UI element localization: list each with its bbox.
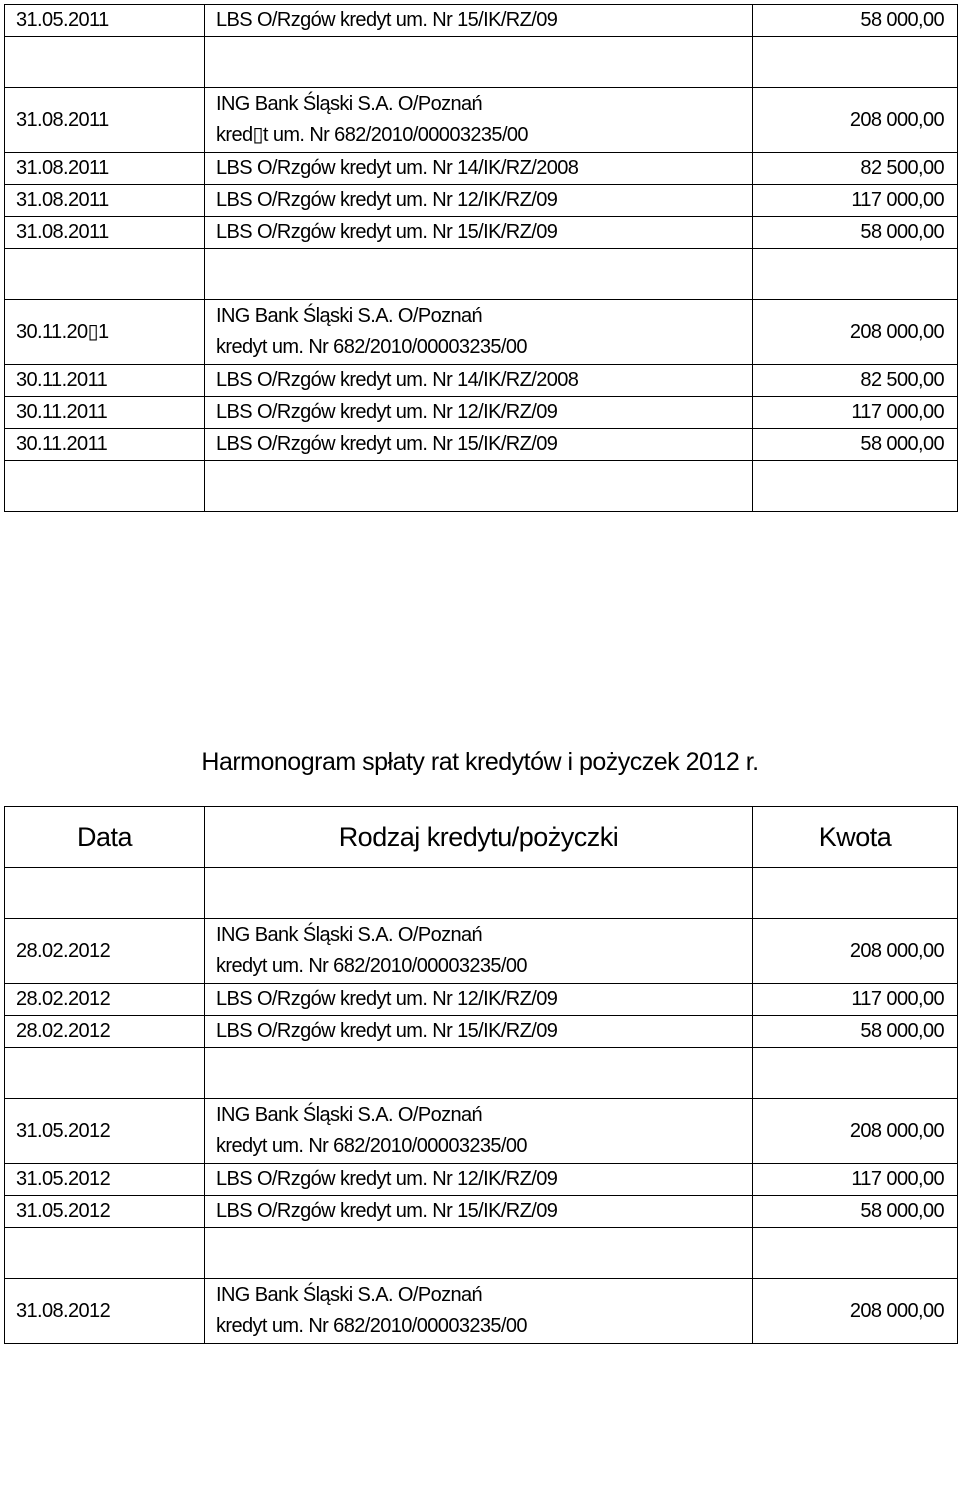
header-type: Rodzaj kredytu/pożyczki	[205, 807, 753, 868]
description-cell: LBS O/Rzgów kredyt um. Nr 12/IK/RZ/09	[205, 185, 753, 217]
description-cell: LBS O/Rzgów kredyt um. Nr 12/IK/RZ/09	[205, 984, 753, 1016]
description-cell	[205, 1048, 753, 1099]
table-row	[5, 365, 958, 397]
amount-cell: 82 500,00	[753, 153, 958, 185]
amount-cell: 117 000,00	[753, 397, 958, 429]
date-cell: 30.11.2011	[5, 365, 205, 397]
description-line-2: kred▯t um. Nr 682/2010/00003235/00	[216, 124, 528, 146]
description-cell: LBS O/Rzgów kredyt um. Nr 15/IK/RZ/09	[205, 1196, 753, 1228]
amount-cell: 208 000,00	[753, 919, 958, 984]
table-row	[5, 397, 958, 429]
table-row	[5, 1016, 958, 1048]
amount-cell: 58 000,00	[753, 429, 958, 461]
description-line-1: ING Bank Śląski S.A. O/Poznań	[216, 924, 483, 946]
description-cell	[205, 868, 753, 919]
description-cell	[205, 1099, 753, 1164]
amount-cell: 208 000,00	[753, 300, 958, 365]
header-amount: Kwota	[753, 807, 958, 868]
empty-row	[5, 37, 958, 88]
amount-cell	[753, 868, 958, 919]
amount-cell	[753, 249, 958, 300]
description-cell	[205, 37, 753, 88]
description-cell	[205, 1228, 753, 1279]
description-cell	[205, 919, 753, 984]
date-cell	[5, 37, 205, 88]
date-cell	[5, 1228, 205, 1279]
section-title: Harmonogram spłaty rat kredytów i pożyczek 2012 r.	[201, 748, 759, 776]
description-line-1: ING Bank Śląski S.A. O/Poznań	[216, 1284, 483, 1306]
header-date: Data	[5, 807, 205, 868]
description-line-2: kredyt um. Nr 682/2010/00003235/00	[216, 1135, 527, 1157]
empty-row	[5, 868, 958, 919]
description-line-2: kredyt um. Nr 682/2010/00003235/00	[216, 955, 527, 977]
date-cell: 30.11.20▯1	[5, 300, 205, 365]
description-cell: LBS O/Rzgów kredyt um. Nr 15/IK/RZ/09	[205, 217, 753, 249]
table-row	[5, 5, 958, 37]
description-cell	[205, 1279, 753, 1344]
table-row	[5, 217, 958, 249]
amount-cell: 117 000,00	[753, 185, 958, 217]
table-row	[5, 88, 958, 153]
description-line-1: ING Bank Śląski S.A. O/Poznań	[216, 305, 483, 327]
date-cell: 31.08.2011	[5, 153, 205, 185]
empty-row	[5, 461, 958, 512]
table-row	[5, 1196, 958, 1228]
amount-cell	[753, 37, 958, 88]
table-row	[5, 1164, 958, 1196]
amount-cell	[753, 1048, 958, 1099]
description-cell: LBS O/Rzgów kredyt um. Nr 15/IK/RZ/09	[205, 429, 753, 461]
table-row	[5, 919, 958, 984]
description-cell	[205, 461, 753, 512]
date-cell: 30.11.2011	[5, 429, 205, 461]
table-body	[5, 868, 958, 1344]
amount-cell	[753, 461, 958, 512]
date-cell	[5, 868, 205, 919]
table-row	[5, 1279, 958, 1344]
empty-row	[5, 249, 958, 300]
empty-row	[5, 1228, 958, 1279]
date-cell: 31.08.2011	[5, 217, 205, 249]
amount-cell	[753, 1228, 958, 1279]
date-cell	[5, 249, 205, 300]
date-cell: 31.08.2011	[5, 88, 205, 153]
amount-cell: 117 000,00	[753, 1164, 958, 1196]
description-cell	[205, 249, 753, 300]
amount-cell: 208 000,00	[753, 88, 958, 153]
empty-row	[5, 1048, 958, 1099]
header-row	[5, 807, 958, 868]
description-cell: LBS O/Rzgów kredyt um. Nr 15/IK/RZ/09	[205, 5, 753, 37]
description-line-1: ING Bank Śląski S.A. O/Poznań	[216, 1104, 483, 1126]
date-cell	[5, 1048, 205, 1099]
table-row	[5, 984, 958, 1016]
description-line-1: ING Bank Śląski S.A. O/Poznań	[216, 93, 483, 115]
description-cell: LBS O/Rzgów kredyt um. Nr 14/IK/RZ/2008	[205, 365, 753, 397]
date-cell: 31.05.2012	[5, 1099, 205, 1164]
date-cell: 31.08.2012	[5, 1279, 205, 1344]
description-cell: LBS O/Rzgów kredyt um. Nr 12/IK/RZ/09	[205, 397, 753, 429]
amount-cell: 117 000,00	[753, 984, 958, 1016]
amount-cell: 82 500,00	[753, 365, 958, 397]
repayment-table-2012	[4, 806, 958, 1344]
table-row	[5, 300, 958, 365]
amount-cell: 58 000,00	[753, 1196, 958, 1228]
repayment-table-2011	[4, 4, 958, 512]
date-cell: 28.02.2012	[5, 1016, 205, 1048]
description-cell: LBS O/Rzgów kredyt um. Nr 12/IK/RZ/09	[205, 1164, 753, 1196]
description-line-2: kredyt um. Nr 682/2010/00003235/00	[216, 336, 527, 358]
table-row	[5, 429, 958, 461]
date-cell: 31.05.2011	[5, 5, 205, 37]
description-cell	[205, 300, 753, 365]
table-body	[5, 5, 958, 512]
amount-cell: 58 000,00	[753, 1016, 958, 1048]
description-cell: LBS O/Rzgów kredyt um. Nr 15/IK/RZ/09	[205, 1016, 753, 1048]
date-cell: 31.08.2011	[5, 185, 205, 217]
date-cell: 28.02.2012	[5, 984, 205, 1016]
amount-cell: 58 000,00	[753, 5, 958, 37]
table-row	[5, 1099, 958, 1164]
description-line-2: kredyt um. Nr 682/2010/00003235/00	[216, 1315, 527, 1337]
amount-cell: 208 000,00	[753, 1279, 958, 1344]
table-row	[5, 185, 958, 217]
date-cell: 30.11.2011	[5, 397, 205, 429]
date-cell	[5, 461, 205, 512]
date-cell: 28.02.2012	[5, 919, 205, 984]
description-cell: LBS O/Rzgów kredyt um. Nr 14/IK/RZ/2008	[205, 153, 753, 185]
amount-cell: 208 000,00	[753, 1099, 958, 1164]
description-cell	[205, 88, 753, 153]
date-cell: 31.05.2012	[5, 1196, 205, 1228]
table-row	[5, 153, 958, 185]
date-cell: 31.05.2012	[5, 1164, 205, 1196]
amount-cell: 58 000,00	[753, 217, 958, 249]
